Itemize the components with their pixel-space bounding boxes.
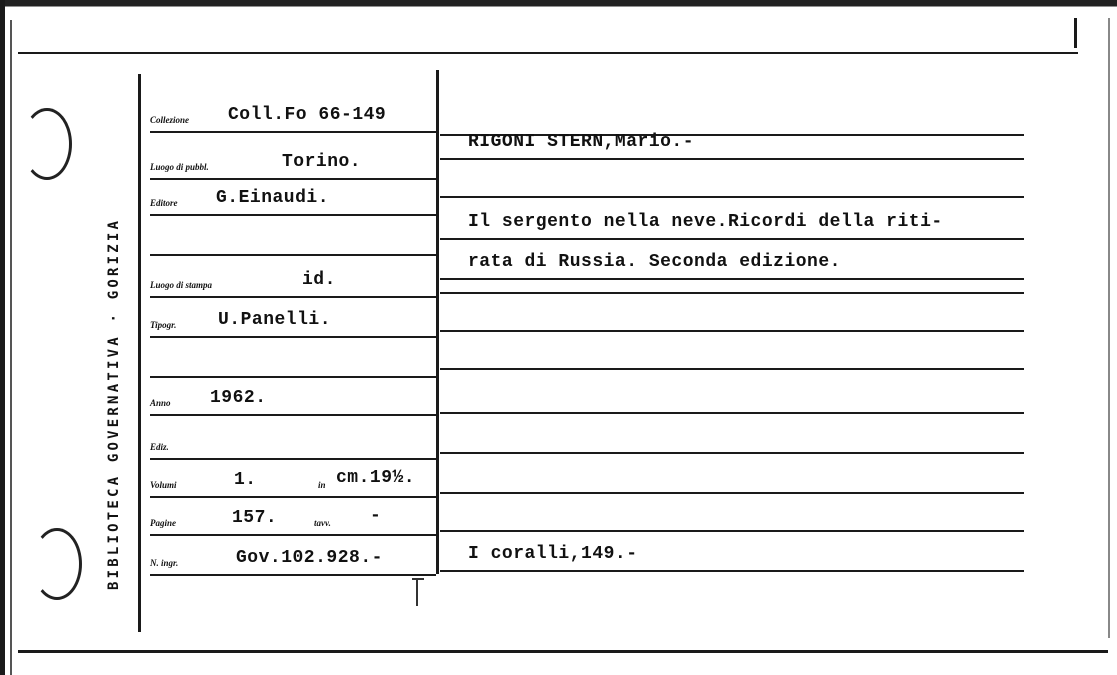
field-label: N. ingr.: [150, 558, 179, 568]
field-value: 1.: [234, 470, 257, 490]
left-field-rule: [150, 214, 436, 216]
right-line-rule: [440, 368, 1024, 370]
left-field-rule: [150, 534, 436, 536]
left-field-rule: [150, 496, 436, 498]
punch-hole-top: [22, 108, 72, 180]
right-line-rule: [440, 412, 1024, 414]
middle-column-line: [436, 70, 439, 574]
left-field-rule: [150, 296, 436, 298]
right-line-rule: [440, 196, 1024, 198]
field-value: U.Panelli.: [218, 310, 332, 330]
right-line-rule: [440, 278, 1024, 280]
right-line-rule: [440, 570, 1024, 572]
right-line-rule: [440, 530, 1024, 532]
field-value: G.Einaudi.: [216, 188, 330, 208]
punch-hole-bottom: [32, 528, 82, 600]
right-edge-mark: [1074, 18, 1077, 48]
left-column-line: [138, 74, 141, 632]
catalog-text-line: rata di Russia. Seconda edizione.: [468, 252, 841, 272]
field-label: Luogo di stampa: [150, 280, 213, 290]
left-edge: [0, 0, 5, 675]
card-top-edge: [0, 0, 1117, 14]
left-field-rule: [150, 131, 436, 133]
right-edge: [1108, 18, 1110, 638]
field-label-secondary: in: [318, 480, 326, 490]
right-line-rule: [440, 492, 1024, 494]
field-label: Collezione: [150, 115, 190, 125]
left-field-rule: [150, 336, 436, 338]
field-value: id.: [302, 270, 336, 290]
field-label: Anno: [150, 398, 171, 408]
right-line-rule: [440, 292, 1024, 294]
left-field-rule: [150, 254, 436, 256]
field-value-secondary: -: [370, 506, 382, 526]
field-value: Coll.Fo 66-149: [228, 105, 387, 125]
field-label-secondary: tavv.: [314, 518, 331, 528]
field-label: Tipogr.: [150, 320, 177, 330]
field-label: Volumi: [150, 480, 177, 490]
left-field-rule: [150, 458, 436, 460]
field-value: Gov.102.928.-: [236, 548, 383, 568]
field-value: 157.: [232, 508, 278, 528]
field-label: Editore: [150, 198, 178, 208]
field-label: Ediz.: [150, 442, 169, 452]
library-stamp: BIBLIOTECA GOVERNATIVA · GORIZIA: [106, 217, 122, 590]
left-edge-inner: [10, 20, 12, 675]
right-line-rule: [440, 158, 1024, 160]
catalog-text-line: Il sergento nella neve.Ricordi della riti-: [468, 212, 943, 232]
field-value-secondary: cm.19½.: [336, 468, 416, 488]
field-value: 1962.: [210, 388, 267, 408]
pencil-mark: [416, 578, 418, 606]
field-label: Pagine: [150, 518, 176, 528]
catalog-text-line: I coralli,149.-: [468, 544, 638, 564]
catalog-text-line: RIGONI STERN,Mario.-: [468, 132, 695, 152]
left-field-rule: [150, 178, 436, 180]
top-rule: [18, 52, 1078, 54]
right-line-rule: [440, 452, 1024, 454]
field-label: Luogo di pubbl.: [150, 162, 209, 172]
left-field-rule: [150, 376, 436, 378]
pencil-mark-hook: [412, 578, 424, 580]
left-field-rule: [150, 574, 436, 576]
right-line-rule: [440, 330, 1024, 332]
field-value: Torino.: [282, 152, 362, 172]
bottom-rule: [18, 650, 1108, 653]
left-field-rule: [150, 414, 436, 416]
right-line-rule: [440, 238, 1024, 240]
